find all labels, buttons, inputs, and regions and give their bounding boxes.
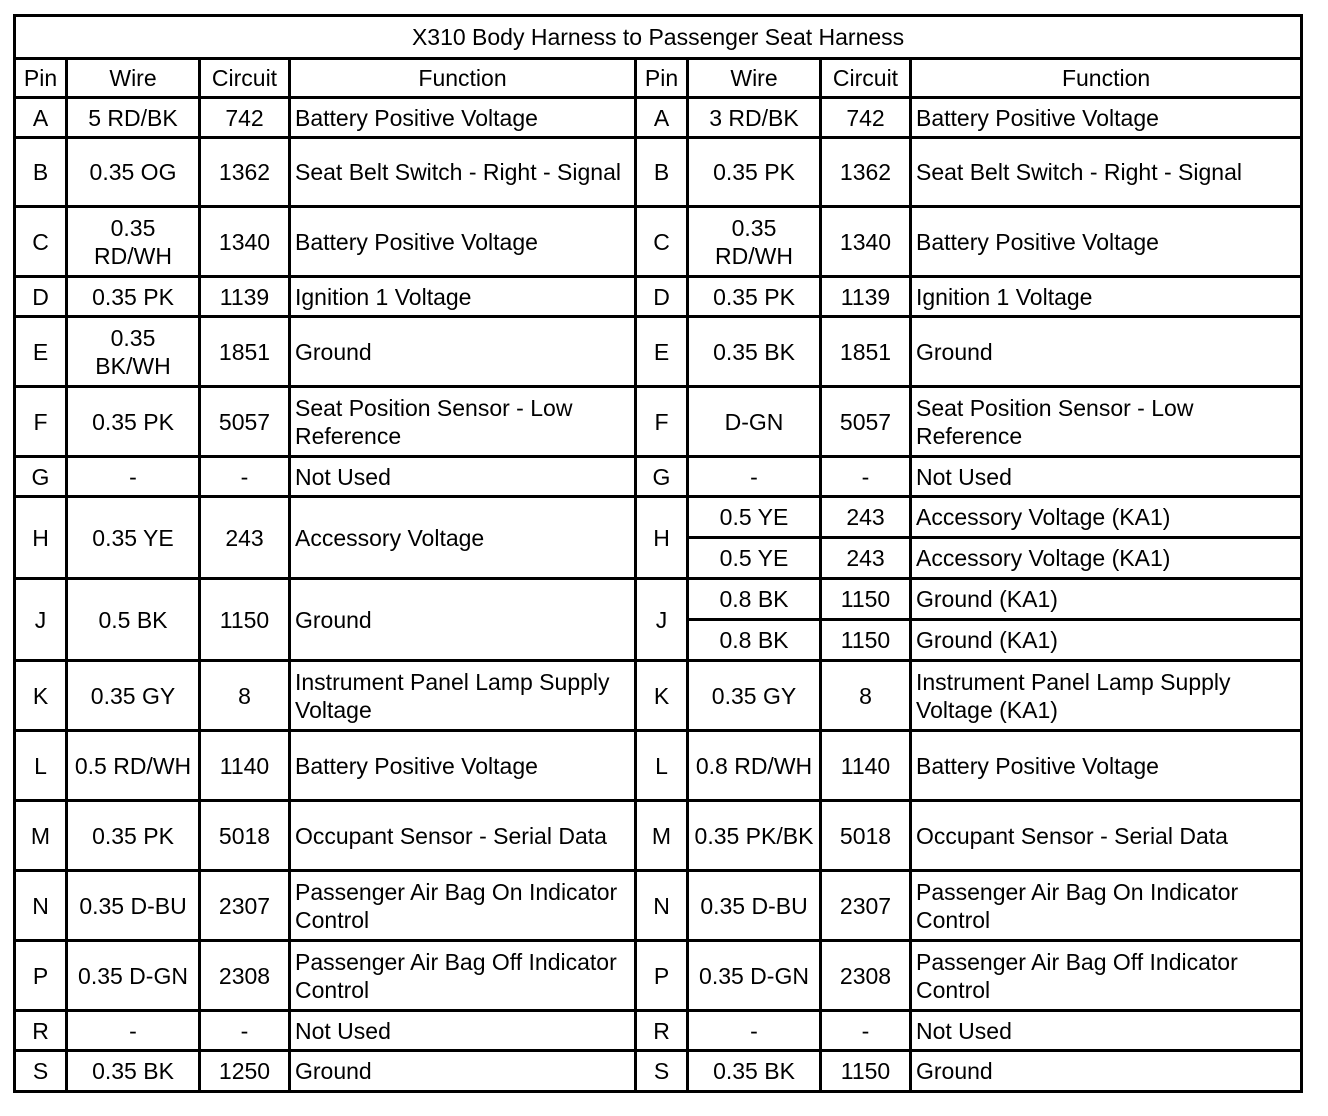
table-row	[15, 138, 1302, 207]
wire-cell: 0.8 BK	[688, 620, 821, 661]
wire-cell: 0.35 PK	[67, 801, 200, 871]
circuit-cell: 1150	[821, 620, 911, 661]
function-cell: Passenger Air Bag On Indicator Control	[290, 871, 636, 941]
function-cell: Ground (KA1)	[911, 579, 1302, 620]
circuit-cell: 1851	[821, 317, 911, 387]
pin-cell: L	[15, 731, 67, 801]
pin-cell: E	[15, 317, 67, 387]
function-cell: Not Used	[911, 1011, 1302, 1051]
circuit-cell: 8	[200, 661, 290, 731]
pin-cell: K	[15, 661, 67, 731]
header-wire: Wire	[688, 59, 821, 98]
table-row	[15, 801, 1302, 871]
pin-cell: B	[636, 138, 688, 207]
function-cell: Ground	[911, 1051, 1302, 1092]
circuit-cell: 1362	[821, 138, 911, 207]
function-cell: Battery Positive Voltage	[290, 731, 636, 801]
function-cell: Occupant Sensor - Serial Data	[290, 801, 636, 871]
connector-table	[13, 14, 1303, 1093]
pin-cell: B	[15, 138, 67, 207]
table-row	[15, 1011, 1302, 1051]
circuit-cell: 243	[821, 538, 911, 579]
table-row	[15, 317, 1302, 387]
function-cell: Ground	[290, 1051, 636, 1092]
circuit-cell: 1340	[821, 207, 911, 277]
wire-cell: 0.35 BK	[688, 1051, 821, 1092]
wire-cell: 0.35 PK/BK	[688, 801, 821, 871]
function-cell: Passenger Air Bag On Indicator Control	[911, 871, 1302, 941]
wire-cell: 0.35 BK/WH	[67, 317, 200, 387]
circuit-cell: 1340	[200, 207, 290, 277]
function-cell: Ignition 1 Voltage	[290, 277, 636, 317]
circuit-cell: 5018	[821, 801, 911, 871]
circuit-cell: -	[200, 457, 290, 497]
function-cell: Seat Position Sensor - Low Reference	[290, 387, 636, 457]
wire-cell: 0.35 PK	[67, 387, 200, 457]
wire-cell: 0.35 OG	[67, 138, 200, 207]
wire-cell: 0.5 YE	[688, 538, 821, 579]
function-cell: Instrument Panel Lamp Supply Voltage	[290, 661, 636, 731]
function-cell: Not Used	[911, 457, 1302, 497]
wire-cell: -	[688, 457, 821, 497]
pin-cell: P	[636, 941, 688, 1011]
circuit-cell: 2308	[200, 941, 290, 1011]
wire-cell: 0.35 D-GN	[688, 941, 821, 1011]
function-cell: Battery Positive Voltage	[911, 98, 1302, 138]
circuit-cell: 5057	[821, 387, 911, 457]
circuit-cell: 243	[200, 497, 290, 579]
pin-cell: R	[636, 1011, 688, 1051]
wire-cell: 0.35 PK	[67, 277, 200, 317]
pin-cell: S	[636, 1051, 688, 1092]
table-row	[15, 1051, 1302, 1092]
wire-cell: 0.35 PK	[688, 277, 821, 317]
header-wire: Wire	[67, 59, 200, 98]
title-row	[15, 16, 1302, 59]
header-row	[15, 59, 1302, 98]
function-cell: Instrument Panel Lamp Supply Voltage (KA1)	[911, 661, 1302, 731]
pin-cell: F	[636, 387, 688, 457]
circuit-cell: 1139	[821, 277, 911, 317]
circuit-cell: -	[821, 1011, 911, 1051]
function-cell: Passenger Air Bag Off Indicator Control	[911, 941, 1302, 1011]
wire-cell: 0.35 GY	[688, 661, 821, 731]
pin-cell: S	[15, 1051, 67, 1092]
pin-cell: D	[15, 277, 67, 317]
circuit-cell: 1139	[200, 277, 290, 317]
pin-cell: M	[636, 801, 688, 871]
wire-cell: 5 RD/BK	[67, 98, 200, 138]
header-pin: Pin	[636, 59, 688, 98]
pin-cell: P	[15, 941, 67, 1011]
wire-cell: 0.5 RD/WH	[67, 731, 200, 801]
pin-cell: H	[15, 497, 67, 579]
function-cell: Passenger Air Bag Off Indicator Control	[290, 941, 636, 1011]
pin-cell: N	[15, 871, 67, 941]
circuit-cell: 1362	[200, 138, 290, 207]
function-cell: Battery Positive Voltage	[911, 207, 1302, 277]
pin-cell: C	[636, 207, 688, 277]
wire-cell: 0.35 RD/WH	[688, 207, 821, 277]
wire-cell: 3 RD/BK	[688, 98, 821, 138]
pin-cell: C	[15, 207, 67, 277]
pin-cell: N	[636, 871, 688, 941]
table-title: X310 Body Harness to Passenger Seat Harness	[15, 16, 1302, 59]
pin-cell: G	[15, 457, 67, 497]
function-cell: Ground	[290, 317, 636, 387]
wire-cell: 0.35 D-BU	[688, 871, 821, 941]
wire-cell: 0.5 BK	[67, 579, 200, 661]
function-cell: Ground	[290, 579, 636, 661]
function-cell: Seat Belt Switch - Right - Signal	[911, 138, 1302, 207]
circuit-cell: 2307	[821, 871, 911, 941]
circuit-cell: 8	[821, 661, 911, 731]
circuit-cell: 2308	[821, 941, 911, 1011]
table-row	[15, 579, 1302, 620]
wire-cell: 0.35 BK	[67, 1051, 200, 1092]
wire-cell: 0.8 BK	[688, 579, 821, 620]
function-cell: Battery Positive Voltage	[290, 207, 636, 277]
pin-cell: A	[636, 98, 688, 138]
pin-cell: L	[636, 731, 688, 801]
table-row	[15, 731, 1302, 801]
table-row	[15, 457, 1302, 497]
pin-cell: F	[15, 387, 67, 457]
wire-cell: 0.35 GY	[67, 661, 200, 731]
table-row	[15, 98, 1302, 138]
wire-cell: 0.35 BK	[688, 317, 821, 387]
pin-cell: H	[636, 497, 688, 579]
circuit-cell: -	[821, 457, 911, 497]
table-row	[15, 207, 1302, 277]
table-row	[15, 941, 1302, 1011]
circuit-cell: 1150	[821, 1051, 911, 1092]
header-pin: Pin	[15, 59, 67, 98]
wire-cell: -	[67, 1011, 200, 1051]
function-cell: Seat Position Sensor - Low Reference	[911, 387, 1302, 457]
wire-cell: 0.35 D-BU	[67, 871, 200, 941]
wire-cell: D-GN	[688, 387, 821, 457]
circuit-cell: 1140	[821, 731, 911, 801]
circuit-cell: 1150	[200, 579, 290, 661]
circuit-cell: 243	[821, 497, 911, 538]
wire-cell: 0.35 RD/WH	[67, 207, 200, 277]
pin-cell: D	[636, 277, 688, 317]
wire-cell: 0.35 YE	[67, 497, 200, 579]
pin-cell: K	[636, 661, 688, 731]
pin-cell: R	[15, 1011, 67, 1051]
wire-cell: 0.35 D-GN	[67, 941, 200, 1011]
table-body	[15, 98, 1302, 1092]
pin-cell: J	[636, 579, 688, 661]
wire-cell: 0.5 YE	[688, 497, 821, 538]
pin-cell: E	[636, 317, 688, 387]
table-row	[15, 387, 1302, 457]
function-cell: Occupant Sensor - Serial Data	[911, 801, 1302, 871]
circuit-cell: 5057	[200, 387, 290, 457]
pin-cell: A	[15, 98, 67, 138]
function-cell: Accessory Voltage (KA1)	[911, 497, 1302, 538]
circuit-cell: 742	[821, 98, 911, 138]
function-cell: Ground (KA1)	[911, 620, 1302, 661]
function-cell: Not Used	[290, 457, 636, 497]
header-function: Function	[290, 59, 636, 98]
table-row	[15, 277, 1302, 317]
function-cell: Ignition 1 Voltage	[911, 277, 1302, 317]
function-cell: Accessory Voltage	[290, 497, 636, 579]
table-row	[15, 871, 1302, 941]
circuit-cell: 1140	[200, 731, 290, 801]
circuit-cell: 5018	[200, 801, 290, 871]
circuit-cell: 1851	[200, 317, 290, 387]
circuit-cell: -	[200, 1011, 290, 1051]
pin-cell: G	[636, 457, 688, 497]
function-cell: Not Used	[290, 1011, 636, 1051]
header-circuit: Circuit	[200, 59, 290, 98]
wire-cell: -	[67, 457, 200, 497]
header-circuit: Circuit	[821, 59, 911, 98]
circuit-cell: 742	[200, 98, 290, 138]
circuit-cell: 1150	[821, 579, 911, 620]
function-cell: Ground	[911, 317, 1302, 387]
wire-cell: -	[688, 1011, 821, 1051]
pin-cell: M	[15, 801, 67, 871]
wire-cell: 0.35 PK	[688, 138, 821, 207]
table-row	[15, 661, 1302, 731]
wire-cell: 0.8 RD/WH	[688, 731, 821, 801]
function-cell: Battery Positive Voltage	[290, 98, 636, 138]
function-cell: Seat Belt Switch - Right - Signal	[290, 138, 636, 207]
function-cell: Accessory Voltage (KA1)	[911, 538, 1302, 579]
circuit-cell: 1250	[200, 1051, 290, 1092]
table-row	[15, 497, 1302, 538]
pin-cell: J	[15, 579, 67, 661]
header-function: Function	[911, 59, 1302, 98]
circuit-cell: 2307	[200, 871, 290, 941]
function-cell: Battery Positive Voltage	[911, 731, 1302, 801]
